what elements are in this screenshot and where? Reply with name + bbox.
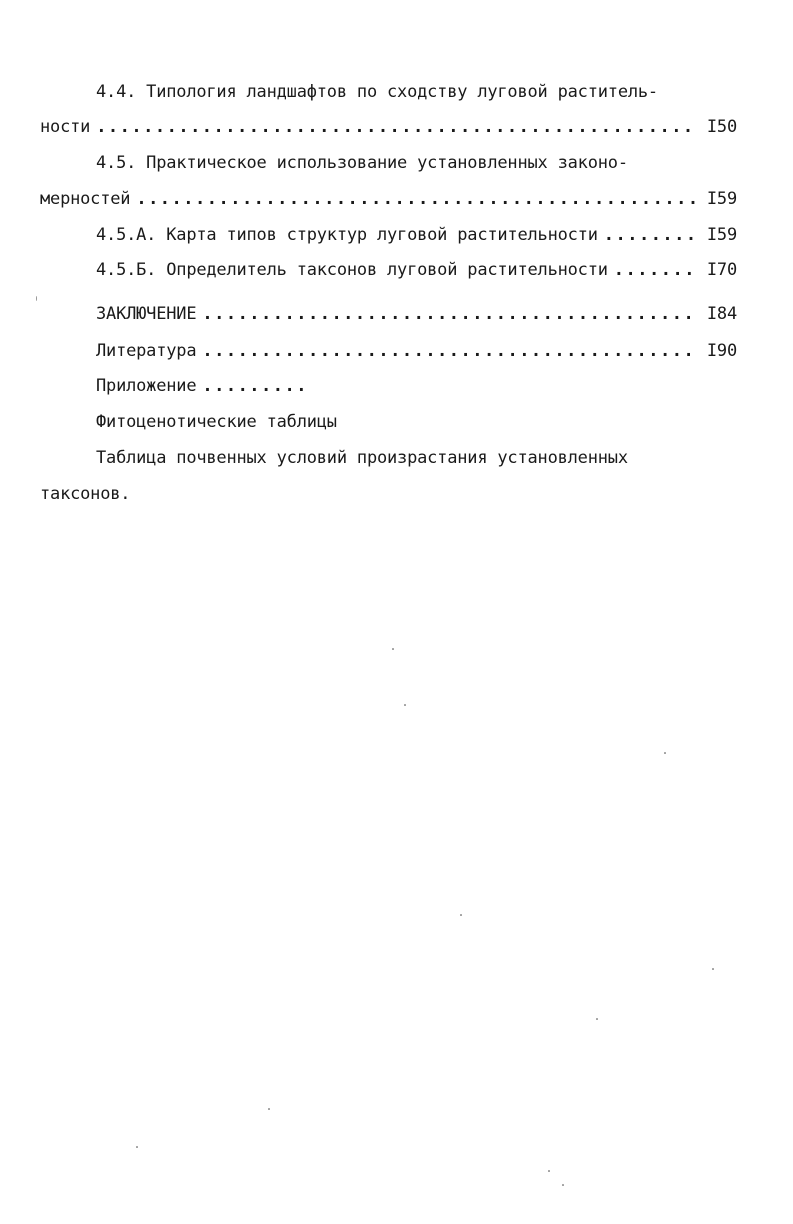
- dot-leader: [96, 112, 697, 142]
- dot-leader: [202, 299, 697, 329]
- scan-speck: [548, 1170, 550, 1172]
- scan-speck: [596, 1018, 598, 1020]
- toc-entry-text: Фитоценотические таблицы: [96, 412, 337, 432]
- toc-entry-4-4-line1: [96, 77, 737, 107]
- toc-entry-appendix: [96, 371, 737, 401]
- dot-leader: [202, 336, 697, 366]
- scan-speck: [712, 968, 714, 970]
- page-number: I59: [706, 189, 737, 209]
- toc-entry-4-5-line1: [96, 148, 737, 178]
- page-number: I90: [706, 341, 737, 361]
- scan-speck: [460, 914, 462, 916]
- toc-entry-4-4-line2: [40, 112, 737, 142]
- toc-entry-text: 4.5.А. Карта типов структур луговой растительности: [96, 225, 598, 245]
- toc-entry-4-5-line2: [40, 184, 737, 214]
- toc-entry-4-5-a: [96, 220, 737, 250]
- toc-entry-soil-table-line1: [96, 443, 737, 473]
- toc-entry-text: 4.5. Практическое использование установленных законо-: [96, 153, 628, 173]
- page-number: I84: [706, 304, 737, 324]
- dot-leader: .........: [202, 376, 308, 396]
- toc-entry-text: Приложение: [96, 376, 197, 396]
- page-number: I70: [706, 260, 737, 280]
- toc-entry-text: 4.5.Б. Определитель таксонов луговой растительности: [96, 260, 608, 280]
- toc-entry-text: 4.4. Типология ландшафтов по сходству луговой раститель-: [96, 82, 658, 102]
- page-number: I59: [706, 225, 737, 245]
- toc-entry-text: таксонов.: [40, 484, 131, 504]
- scan-speck: [136, 1146, 138, 1148]
- scan-speck: [268, 1108, 270, 1110]
- dot-leader: [614, 255, 697, 285]
- dot-leader: [136, 184, 697, 214]
- toc-entry-conclusion: [96, 299, 737, 329]
- scan-speck: [392, 648, 394, 650]
- toc-entry-text: ности: [40, 117, 91, 137]
- toc-entry-text: Таблица почвенных условий произрастания установленных: [96, 448, 628, 468]
- scan-speck: [404, 704, 406, 706]
- page-number: I50: [706, 117, 737, 137]
- scan-speck: [562, 1184, 564, 1186]
- dot-leader: [604, 220, 697, 250]
- scan-speck: [664, 752, 666, 754]
- toc-entry-phytocenotic-tables: [96, 407, 737, 437]
- toc-entry-text: мерностей: [40, 189, 131, 209]
- scan-speck: [36, 296, 37, 301]
- toc-entry-soil-table-line2: [40, 479, 737, 509]
- toc-entry-text: ЗАКЛЮЧЕНИЕ: [96, 304, 197, 324]
- toc-entry-literature: [96, 336, 737, 366]
- toc-entry-text: Литература: [96, 341, 197, 361]
- toc-entry-4-5-b: [96, 255, 737, 285]
